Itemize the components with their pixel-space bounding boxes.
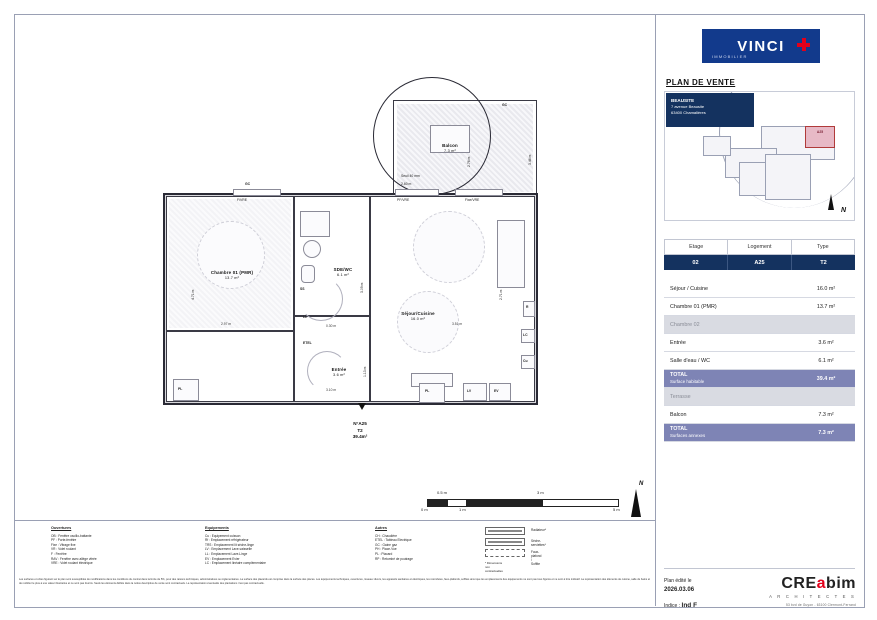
vinci-logo: [702, 29, 820, 63]
plan-indice: Indice : Ind F: [664, 602, 698, 609]
creabim-address: 53 bvd de Guyon - 63100 Clermont-Ferrand: [785, 603, 856, 607]
sitemap-north-icon: N: [840, 207, 846, 214]
marker-ll: LL: [303, 315, 308, 319]
shower-tray: [300, 211, 330, 237]
vinci-cross-icon: [797, 38, 810, 51]
scale-tick-3: 3 m: [537, 490, 544, 495]
dim-entry-d: 3.10 m: [326, 388, 337, 392]
marker-pl-left: PL: [178, 387, 183, 391]
marker-gc-top: GC: [502, 103, 508, 107]
north-letter: N: [639, 481, 644, 487]
vinci-logo-sub: IMMOBILIER: [712, 54, 748, 59]
marker-gc-left: GC: [245, 182, 251, 186]
marker-cu: Cu: [523, 359, 528, 363]
scale-tick-05: 0.5 m: [437, 490, 448, 495]
room-label-chambre: Chambre 01 (PMR) 13.7 m²: [210, 270, 254, 280]
marker-lc: LC: [523, 333, 528, 337]
window-living-1: [395, 189, 439, 196]
dim-living-h: 2.71 m: [499, 289, 503, 300]
table-row: Séjour / Cuisine 16.0 m²: [664, 280, 855, 298]
legend-top-rule: [15, 520, 655, 521]
dim-living-w: 3.51 m: [452, 322, 463, 326]
table-row: Chambre 01 (PMR) 13.7 m²: [664, 298, 855, 316]
sitemap-block-e: [703, 136, 731, 156]
unit-td-logement: A25: [728, 255, 792, 270]
sitemap-highlight: A25: [805, 126, 835, 148]
panel-title: PLAN DE VENTE: [666, 78, 736, 87]
marker-etel: ETEL: [303, 341, 312, 345]
dim-seuil: Seuil 40 mm: [401, 174, 420, 178]
plan-date: Plan édité le 2026.03.06: [664, 578, 695, 593]
dim-balcony-d2: 3.46 m: [528, 154, 532, 165]
table-row-total-habitable: TOTAL Surface habitable 39.4 m²: [664, 370, 855, 388]
legend-col-ouvertures: Ouvertures OB : Fenêtre oscillo-battante PF : Porte-fenêtre Fixe : Vitrage fixe VR : Volet roulant F : Fenêtre RAV : Fenêtre avec allège vitrée VRE : Volet roulant électrique: [51, 526, 97, 566]
unit-table-header: [664, 239, 855, 255]
vinci-logo-text: VINCI: [737, 37, 785, 55]
creabim-sub: A R C H I T E C T E S: [769, 594, 856, 599]
table-row: Chambre 02: [664, 316, 855, 334]
table-row: Entrée 3.6 m²: [664, 334, 855, 352]
marker-ev: EV: [494, 389, 499, 393]
footer-rule: [664, 568, 855, 569]
dim-balcony-w: 2.60 m: [401, 182, 412, 186]
sofa: [497, 220, 525, 288]
living-circle-guide: [413, 211, 485, 283]
dim-sde-h: 3.09 m: [360, 282, 364, 293]
floor-plan: [15, 15, 655, 520]
closet-pl-right: [419, 383, 445, 403]
table-row-total-annexes: TOTAL Surfaces annexes 7.3 m²: [664, 424, 855, 442]
soffite-icon: [485, 549, 525, 557]
table-row: Terrasse: [664, 388, 855, 406]
unit-td-etage: 02: [664, 255, 728, 270]
fridge-r: [523, 301, 535, 317]
unit-td-type: T2: [820, 259, 827, 266]
scale-tick-0: 0 m: [421, 507, 428, 512]
program-address: BEAUSITE 7 avenue Beausite 63400 Chamalières: [666, 93, 754, 127]
dim-entry-h: 1.13 m: [363, 366, 367, 377]
closet-pl-left: [173, 379, 199, 401]
unit-identity: N°A25 T2 39.4m²: [352, 421, 368, 440]
sink-icon: [303, 240, 321, 258]
opening-f-vre: F/VRE: [237, 198, 247, 202]
scale-bar-segments: [427, 499, 619, 507]
scale-tick-1: 1 m: [459, 507, 466, 512]
marker-r: R: [526, 305, 529, 309]
legend-col-autres: Autres CH : Chaudière ETEL : Tableau Electrique GC : Gaine gaz PH : Place-Vue PL : Placard RP : Retombé de poutrage: [375, 526, 413, 561]
ev-unit: [489, 383, 511, 401]
unit-th-type: Type: [816, 244, 829, 250]
info-panel: [656, 15, 863, 609]
sitemap-block-d: [765, 154, 811, 200]
unit-th-logement: Logement: [728, 240, 791, 254]
legend-block: Ouvertures OB : Fenêtre oscillo-battante PF : Porte-fenêtre Fixe : Vitrage fixe VR : Volet roulant F : Fenêtre RAV : Fenêtre avec allège vitrée VRE : Volet roulant électrique Equipements Cu : Equipement cuisson Rf : Emplacement réfrigérateur TRS : Emplacement lit sèche-linge LV : Emplacement Lave-vaisselle LL : Emplacement Lave-Linge EV : Emplacement Evier LC : Emplacement linéaire complémentaire Autres CH : Chaudière ETEL : Tableau Electrique GC : Gaine gaz PH : Place-Vue PL : Placard RP : Retombé de poutrage Radiateur* Sèche-serviettes* Faux-plafond / Soffite * Dimensions non contractuelles Les surfaces et côtes figurant sur le plan sont susceptibles de modifications dans les conditions du contrat dans la limite de 5%, pour des raisons techniques, administratives ou réglementaires. La surface des placards est comprise dans la surface des pièces. Les équipements techniques, ouvertures, réseaux divers, les appareils sanitaires et électriques, les retombées, faux-plafonds, soffites ainsi que les emplacements des équipements ne sont pas tous figurés et ne sont à titre indicatif. La représentation des éléments de cuisine, salle de bains et de mobilier le plus à une valeur illustrative et ne sont pas fournis. Seuls les éléments défilés dans la notice descriptive de vente sont contractuels. La représentation éventuelle des plantations n'est pas contractuelle.: [15, 520, 655, 606]
room-label-sejour: Séjour/Cuisine 16.0 m²: [401, 311, 435, 321]
room-label-balcon: Balcon 7.3 m²: [442, 143, 458, 153]
entrance-arrow-icon: [358, 403, 366, 410]
table-row: Salle d'eau / WC 6.1 m²: [664, 352, 855, 370]
dim-bedroom-w: 2.97 m: [221, 322, 232, 326]
dim-bedroom-h: 4.71 m: [191, 289, 195, 300]
marker-lv: LV: [467, 389, 472, 393]
unit-th-etage: Etage: [665, 240, 728, 254]
window-living-2: [455, 189, 503, 196]
marker-ss: SS: [300, 287, 305, 291]
legend-disclaimer: Les surfaces et côtes figurant sur le plan sont susceptibles de modifications dans les conditions du contrat dans la limite de 5%, pour des raisons techniques, administratives ou réglementaires. La surface des placards est comprise dans la surface des pièces. Les équipements techniques, ouvertures, réseaux divers, les appareils sanitaires et électriques, les retombées, faux-plafonds, soffites ainsi que les emplacements des équipements ne sont pas tous figurés et ne sont à titre indicatif. La représentation des éléments de cuisine, salle de bains et de mobilier le plus à une valeur illustrative et ne sont pas fournis. Seuls les éléments défilés dans la notice descriptive de vente sont contractuels. La représentation éventuelle des plantations n'est pas contractuelle.: [19, 578, 651, 585]
room-label-entree: Entrée 3.6 m²: [331, 367, 347, 377]
window-bedroom: [233, 189, 281, 196]
creabim-logo: [764, 575, 856, 607]
towel-dryer-icon: [485, 538, 525, 546]
areas-table: [664, 280, 855, 442]
dim-entry-w: 0.30 m: [326, 324, 337, 328]
unit-table-values: [664, 255, 855, 270]
scale-bar: [415, 485, 645, 515]
creabim-name: CREabim: [781, 575, 856, 592]
radiator-icon: [485, 527, 525, 535]
legend-col-equipements: Equipements Cu : Equipement cuisson Rf : Emplacement réfrigérateur TRS : Emplacement lit sèche-linge LV : Emplacement Lave-vaisselle LL : Emplacement Lave-Linge EV : Emplacement Evier LC : Emplacement linéaire complémentaire: [205, 526, 266, 566]
marker-pl-right: PL: [425, 389, 430, 393]
room-label-sde: SDE/WC 6.1 m²: [333, 267, 353, 277]
opening-fixe-vre: Fixe/VRE: [465, 198, 480, 202]
table-row: Balcon 7.3 m²: [664, 406, 855, 424]
north-arrow: [627, 481, 649, 521]
scale-tick-5: 5 m: [613, 507, 620, 512]
dim-balcony-d: 2.76 m: [467, 156, 471, 167]
opening-pf-vre: PF/VRE: [397, 198, 410, 202]
